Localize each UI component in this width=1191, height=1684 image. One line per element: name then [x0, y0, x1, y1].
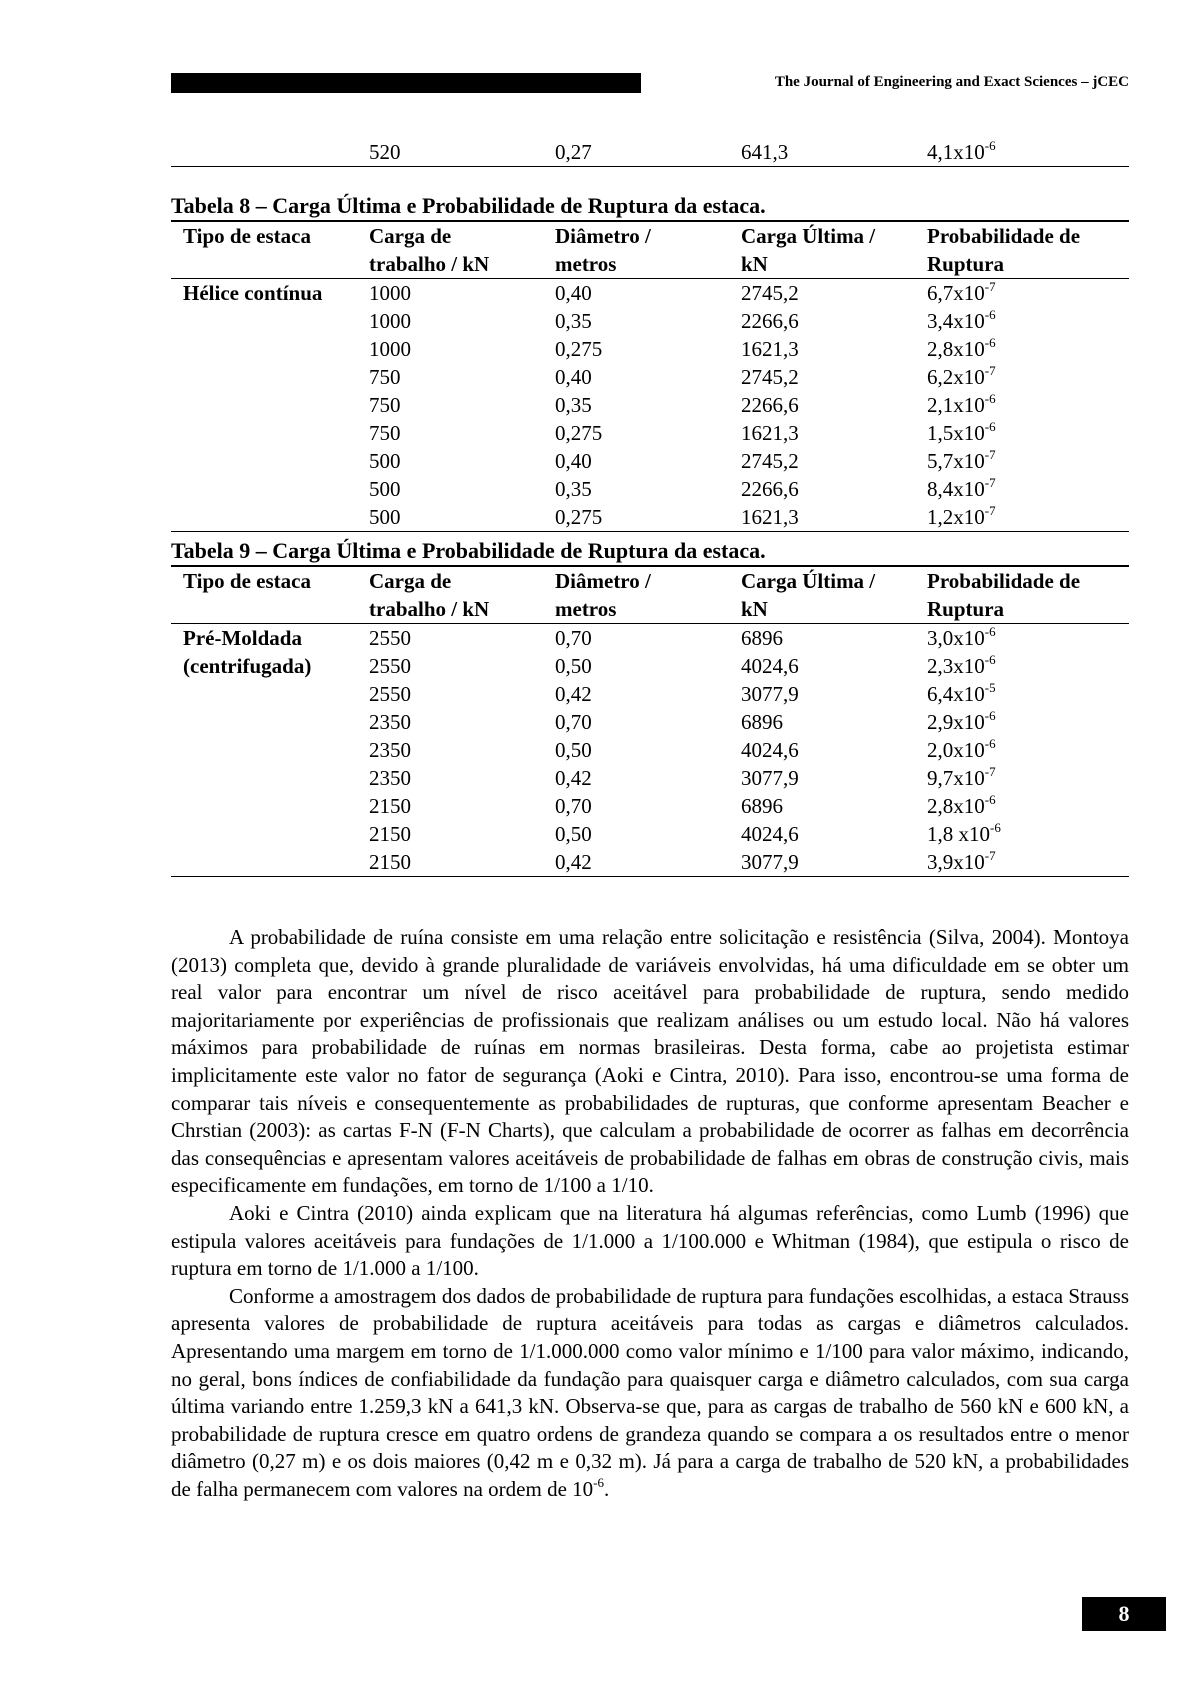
table-cell: 0,42 [555, 766, 592, 790]
pile-type-cell [171, 475, 357, 503]
probability-cell: $2,8x10^{-6}$ [927, 792, 996, 818]
table-header-row: Tipo de estaca Carga de Diâmetro / Carga Última / Probabilidade de [171, 566, 1129, 595]
table-cell: 2266,6 [741, 477, 799, 501]
table-header-row: trabalho / kN metros kN Ruptura [171, 250, 1129, 279]
table-cell: 500 [369, 505, 401, 529]
table-cell: 0,35 [555, 309, 592, 333]
probability-cell: $6,4x10^{-5}$ [927, 680, 996, 706]
probability-cell: $2,8x10^{-6}$ [927, 335, 996, 361]
table-cell: 0,35 [555, 393, 592, 417]
probability-cell: 1,8 $x10^{-6}$ [927, 820, 1001, 846]
pile-type-cell [171, 447, 357, 475]
table-cell: 2745,2 [741, 365, 799, 389]
table-cell: 0,42 [555, 850, 592, 874]
table-cell: 750 [369, 393, 401, 417]
table-cell: 1000 [369, 337, 411, 361]
table-cell: 2550 [369, 654, 411, 678]
table-row [171, 391, 1129, 419]
probability-cell: $3,4x10^{-6}$ [927, 307, 996, 333]
table-cell: 2745,2 [741, 449, 799, 473]
table-cell: 2550 [369, 682, 411, 706]
pile-type-cell [171, 503, 357, 532]
table-row [171, 475, 1129, 503]
table-cell: 2350 [369, 738, 411, 762]
probability-cell: $3,0x10^{-6}$ [927, 624, 996, 650]
table-cell: 2745,2 [741, 281, 799, 305]
table-cell: 6896 [741, 710, 783, 734]
table-cell: 1621,3 [741, 337, 799, 361]
table-cell: 4024,6 [741, 738, 799, 762]
table-cell: 0,275 [555, 337, 603, 361]
table-header-row: Tipo de estaca Carga de Diâmetro / Carga Última / Probabilidade de [171, 221, 1129, 250]
table-cell: 0,70 [555, 794, 592, 818]
table-cell: 2550 [369, 626, 411, 650]
table-cell: 4024,6 [741, 654, 799, 678]
table-cell: 1000 [369, 309, 411, 333]
table-cell: 3077,9 [741, 850, 799, 874]
table7-continuation [171, 138, 1129, 167]
probability-cell: $2,0x10^{-6}$ [927, 736, 996, 762]
probability-cell: $3,9x10^{-7}$ [927, 848, 996, 874]
table-cell: 0,50 [555, 738, 592, 762]
pile-type-cell [171, 736, 357, 764]
table-cell: 1621,3 [741, 505, 799, 529]
header-bar [171, 73, 641, 93]
pile-type-cell [171, 307, 357, 335]
probability-cell: $6,7x10^{-7}$ [927, 279, 996, 305]
pile-type-cell [171, 764, 357, 792]
table-row [171, 363, 1129, 391]
table-cell: 0,35 [555, 477, 592, 501]
table-cell: 0,50 [555, 822, 592, 846]
pile-type-cell [171, 391, 357, 419]
table-8 [171, 192, 1129, 532]
pile-type-cell [171, 363, 357, 391]
table-row [171, 652, 1129, 680]
table-cell: 750 [369, 365, 401, 389]
table-cell: 0,275 [555, 505, 603, 529]
probability-cell: $5,7x10^{-7}$ [927, 447, 996, 473]
table-cell: 2150 [369, 822, 411, 846]
table-cell: 2350 [369, 766, 411, 790]
pile-type-cell [171, 708, 357, 736]
pile-type-cell: Hélice contínua [183, 281, 323, 305]
journal-title: The Journal of Engineering and Exact Sciences – jCEC [774, 74, 1129, 90]
table-cell: 1000 [369, 281, 411, 305]
pile-type-cell: Pré-Moldada [183, 626, 302, 650]
table-row: 520 0,27 641,3 $4,1x10^{-6}$ [171, 138, 1129, 167]
table-cell: 0,275 [555, 421, 603, 445]
table-cell: 2266,6 [741, 309, 799, 333]
table-row [171, 503, 1129, 532]
table-cell: 4024,6 [741, 822, 799, 846]
table-cell: 3077,9 [741, 766, 799, 790]
table-cell: 0,70 [555, 626, 592, 650]
table-row [171, 447, 1129, 475]
table-cell: 0,40 [555, 281, 592, 305]
paragraph: Conforme a amostragem dos dados de probabilidade de ruptura para fundações escolhidas, a estaca Strauss apresenta valores de probabilidade de ruptura aceitáveis para todas as cargas e diâmetros calculados. Apresentando uma margem em torno de 1/1.000.000 como valor mínimo e 1/100 para valor máximo, indicando, no geral, bons índices de confiabilidade da fundação para quaisquer carga e diâmetro calculados, com sua carga última variando entre 1.259,3 kN a 641,3 kN. Observa-se que, para as cargas de trabalho de 560 kN e 600 kN, a probabilidade de ruptura cresce em quatro ordens de grandeza quando se compara a os resultados entre o menor diâmetro (0,27 m) e os dois maiores (0,42 m e 0,32 m). Já para a carga de trabalho de 520 kN, a probabilidades de falha permanecem com valores na ordem de $10^{-6}$. [171, 1283, 1129, 1501]
table-cell: 2350 [369, 710, 411, 734]
pile-type-cell [171, 820, 357, 848]
pile-type-cell [171, 680, 357, 708]
probability-cell: $2,1x10^{-6}$ [927, 391, 996, 417]
probability-cell: $6,2x10^{-7}$ [927, 363, 996, 389]
table-cell: 750 [369, 421, 401, 445]
table-row [171, 848, 1129, 877]
paragraph: Aoki e Cintra (2010) ainda explicam que na literatura há algumas referências, como Lumb (1996) que estipula valores aceitáveis para fundações de 1/1.000 a 1/100.000 e Whitman (1984), que estipula o risco de ruptura em torno de 1/1.000 a 1/100. [171, 1200, 1129, 1281]
probability-cell: $8,4x10^{-7}$ [927, 475, 996, 501]
pile-type-cell [171, 419, 357, 447]
probability-cell: $1,2x10^{-7}$ [927, 503, 996, 529]
table-cell: 2150 [369, 850, 411, 874]
probability-cell: $2,3x10^{-6}$ [927, 652, 996, 678]
table-9 [171, 537, 1129, 877]
table-cell: 6896 [741, 626, 783, 650]
pile-type-cell [171, 848, 357, 877]
table-row [171, 820, 1129, 848]
probability-cell: $2,9x10^{-6}$ [927, 708, 996, 734]
table-9-caption: Tabela 9 – Carga Última e Probabilidade de Ruptura da estaca. [171, 538, 766, 563]
table-row [171, 792, 1129, 820]
table-row [171, 307, 1129, 335]
table-cell: 1621,3 [741, 421, 799, 445]
pile-type-cell [171, 335, 357, 363]
table-cell: 0,70 [555, 710, 592, 734]
body-text [171, 924, 1129, 1503]
table-row [171, 708, 1129, 736]
probability-cell: $1,5x10^{-6}$ [927, 419, 996, 445]
table-row [171, 764, 1129, 792]
pile-type-cell: (centrifugada) [183, 654, 312, 678]
table-row [171, 680, 1129, 708]
table-row [171, 736, 1129, 764]
paragraph: A probabilidade de ruína consiste em uma relação entre solicitação e resistência (Silva, 2004). Montoya (2013) completa que, devido à grande pluralidade de variáveis envolvidas, há uma dificuldade em se obter um real valor para encontrar um nível de risco aceitável para probabilidade de ruptura, sendo medido majoritariamente por experiências de profissionais que realizam análises ou um estudo local. Não há valores máximos para probabilidade de ruínas em normas brasileiras. Desta forma, cabe ao projetista estimar implicitamente este valor no fator de segurança (Aoki e Cintra, 2010). Para isso, encontrou-se uma forma de comparar tais níveis e consequentemente as probabilidades de rupturas, que conforme apresentam Beacher e Chrstian (2003): as cartas F-N (F-N Charts), que calculam a probabilidade de ocorrer as falhas em decorrência das consequências e apresentam valores aceitáveis de probabilidade de falhas em obras de construção civis, mais especificamente em fundações, em torno de 1/100 a 1/10. [171, 925, 1129, 1198]
pile-type-cell [171, 792, 357, 820]
table-cell: 0,50 [555, 654, 592, 678]
table-header-row: trabalho / kN metros kN Ruptura [171, 595, 1129, 624]
table-cell: 2150 [369, 794, 411, 818]
table-cell: 6896 [741, 794, 783, 818]
probability-cell: $9,7x10^{-7}$ [927, 764, 996, 790]
table-row [171, 624, 1129, 653]
table-cell: 0,42 [555, 682, 592, 706]
table-cell: 0,40 [555, 449, 592, 473]
table-cell: 0,40 [555, 365, 592, 389]
table-8-caption: Tabela 8 – Carga Última e Probabilidade de Ruptura da estaca. [171, 193, 766, 218]
table-cell: 2266,6 [741, 393, 799, 417]
table-row [171, 419, 1129, 447]
table-cell: 3077,9 [741, 682, 799, 706]
table-cell: 500 [369, 449, 401, 473]
table-cell: 500 [369, 477, 401, 501]
table-row [171, 279, 1129, 308]
table-row [171, 335, 1129, 363]
page-number: 8 [1082, 1597, 1166, 1631]
